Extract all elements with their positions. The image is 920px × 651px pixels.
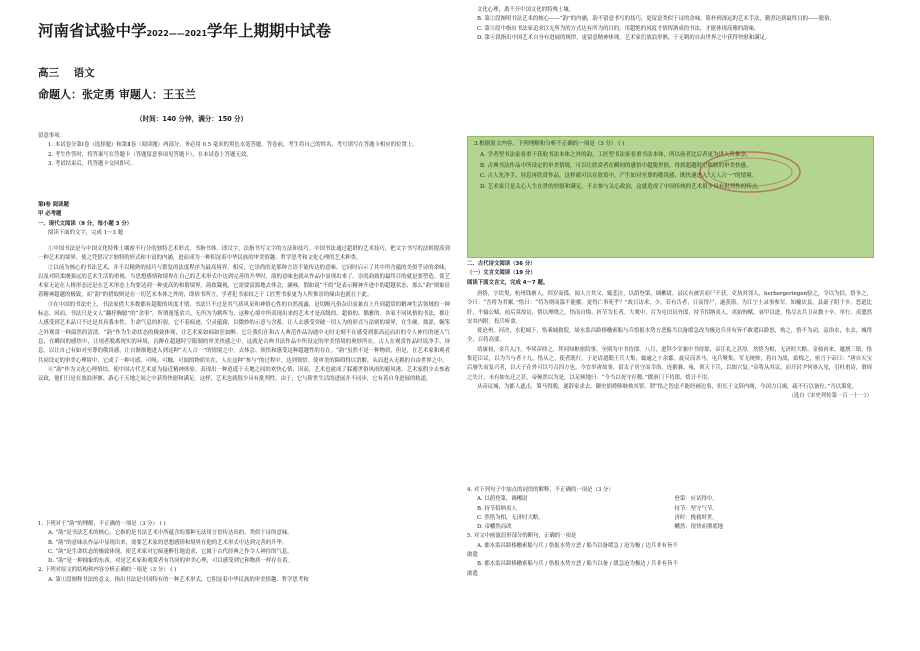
question-1-option-b: B. “韵”的意味从作品中显现出来，需要艺术家的思想感情和境界在他的艺术形式中达到完善的升华。 <box>48 539 288 546</box>
questions-right <box>467 486 872 579</box>
school-name: 河南省试验中学 <box>38 22 147 40</box>
question-4-option-c <box>467 514 872 523</box>
question-1-option-c: C. “韵”是生命状态的极致体现，使艺术家对它痴迷醉狂地追求，它属于古代经典之作令人神往的气息。 <box>48 548 293 555</box>
modern-reading-instruction: 阅读下面的文字，完成 1～3 题 <box>48 229 123 236</box>
source-note: （选自《宋史列传第一百一十一》） <box>788 393 872 400</box>
classical-paragraph-4: 从帝议城，为都人遮击，策马得脱，遂辞家求去。御史胡舜陟继劾其罪，谓“恪之智虑不能经画边事，但长于文辞内阁，今国力日竭，疏不行以备位。”乃以策免。 <box>477 383 858 390</box>
question-5-option-b-cont: 敢遣 <box>467 570 478 577</box>
question-2-option-b: B. 第②段阐明书法艺术的核心——“韵”的内涵，韵不留意书写的技巧，更留意类似于诗的余味，简朴到深远的艺术手法，勤澄达到最终目的——脱俗。 <box>477 16 835 23</box>
classical-instruction: 阅读下面文言文，完成 4～7 题。 <box>467 279 549 286</box>
authors-line: 命题人：张定勇 审题人：王玉兰 <box>38 88 196 101</box>
classical-paragraph-2: 徙沧州，河决，水犯城下，恪乘城救院，埽水监昌龄移檄索船与兵悟报水势方恶船当以备缓急改为极边兵非有旨不敢遣昌龄怒，劾之，恪不为动，益治水，水去，城得全，召将高要。 <box>467 328 872 344</box>
question-4-option-b <box>467 505 872 514</box>
year-range: 2022——2021 <box>146 29 208 38</box>
question-4-stem: 4. 对下列句子中加点的词语的解释，不正确的一项是（3 分） <box>467 487 614 493</box>
question-4-option-c-text: C. 然恪为相，无济时大略。 <box>477 514 544 521</box>
question-1-stem: 1. 下列对于“韵”的理解，不正确的一项是（3 分） ( ) <box>38 521 166 527</box>
question-2-option-a: A. 第①段阐释书法的意义，指出书法是中国特有的一种艺术形式，它积淀着中华民族的审美情趣、哲学思考和 <box>48 576 309 583</box>
exam-notice <box>38 132 450 169</box>
question-4-option-a-gloss: 登第：应试得中。 <box>674 496 718 503</box>
exam-title <box>38 22 331 43</box>
classical-paragraph-1: 唐恪，字钦叟，杭州钱塘人。四岁而孤，闻人言其父，辄悲泣，以荫登第，调郴尉，县民有被害而尸不获，吏执其邻人，herbergeringen验之，令以为信，恪争之，令曰：“吾将为君累。”恪曰：“苟为则而滥不能摧，更得亡事死乎？”故日访求，少，若有告者，日而得尸，遂获盗。为江宁士录事参军，知榆次县，县豪子阴于乡，恶道比肝，不输公赋，前后莫故诘，恪以理晓之，悟而自悔，折节为长者。大观中，召为屯田员外郎，持节招纳夷人，夷始恂赋，衰甲以进，恪尽去兵卫从数十卒，单行，夷盟然安其内附，投兵听命。 <box>467 291 872 325</box>
notice-line-1: 1. 本试卷分第Ⅰ卷（选择题）和第Ⅱ卷（阅读题）两部分。务必用 0.5 毫米的黑色水笔答题。答卷前，考生将自己的姓名、考号填写在答题卡相应的位置上。 <box>48 142 418 149</box>
questions-left <box>38 520 450 585</box>
question-4-option-d <box>467 523 872 532</box>
classical-heading: 二、古代诗文阅读（36 分） <box>467 261 536 267</box>
question-3-option-d: D. 艺术家只是关心人生在世的快慰和满足，不去参与关心政治，这就造成了中国传统的艺术很少具有批判性的特点。 <box>480 184 763 191</box>
question-3-option-c: C. 古人先净手、屏息再欣赏作品，这样就可以在欣赏中，产生如对至尊的敬畏感，既快速进入“天人合一”的情境。 <box>480 173 758 180</box>
modern-passage <box>38 245 450 384</box>
section-one-header <box>38 201 450 238</box>
question-4-option-d-text: D. 帝幡然而改 <box>477 524 512 531</box>
question-4-option-a-text: A. 以荫登第，调郴尉 <box>477 496 528 503</box>
classical-sub-heading: （一）文言文阅读（19 分） <box>467 270 536 277</box>
classical-paragraph-3: 靖康初，金兵入汴，李邦彦择之，拜同知枢密院事，至则为中书侍郎。八月，进拜少宰兼中书侍郎，帝注礼之甚厚。然恪为相，无济时大略。金骑再来，邀割三镇，恪集廷臣议，以为当与者十九，恪从之。使者既行，于是请遣勤王兵大集，辄逾之十余郡。旋反而杀马，屯兵聚集，军无统帅，将自为战，始悔之，密言于帝曰：“唐自天宝后屡失而复兴者，以天子在外可以号召四方也。今宜举唐故事，留太子居守而幸洛，连据襄、雍，领天下兵，以图兴复。”帝将从其议，而开封尹何禀入见，引杜甫诗，谓周之失计，未有如东迁之甚，帝顿然以为是，以足顿地曰：“今当以死守社稷。”擢禀门下侍郎，恪计不用。 <box>467 346 872 381</box>
question-4-option-b-gloss: 持节：坚守气节。 <box>674 505 718 512</box>
section-two-header <box>467 260 872 288</box>
question-4-option-a <box>467 495 872 504</box>
question-3-option-b: B. 古典书法作品中所设定的审美情境，可以让欣赏者在瞬间的感悟中超脱世俗，得到超越时空限制的审美快感。 <box>480 162 752 169</box>
question-2-option-a-cont: 文化心理，离不开中国文化的特殊土壤。 <box>477 7 575 13</box>
grade-subject <box>38 65 95 80</box>
question-2-option-d: D. 第④段指出中国艺术自身有进展的规律，更留意精神体现。艺术家们放浪形骸，于无羁的自由世界之中获得快慰和满足。 <box>477 34 771 41</box>
question-2-stem: 2. 下列对原文的结构和内容分析正确的一项是（3 分） ( ) <box>38 567 177 574</box>
question-3-option-a: A. 学者型书法家看重于获取书法本体之外的韵，工匠型书法家看重书法本体，所以前者比后者更为世人所推崇。 <box>480 151 752 158</box>
question-1-option-a: A. “韵”是书法艺术的核心，它指的是书法艺术中所蕴含的那种无法用言语传达出的、类似于诗的意味。 <box>48 530 293 537</box>
question-5-option-a-cont: 敢遣 <box>467 552 478 559</box>
modern-reading-heading: 一、现代文阅读（9 分，每小题 3 分） <box>38 220 132 227</box>
notice-line-3: 3. 考试结束后，将答题卡交回即可。 <box>48 160 136 167</box>
question-4-option-c-gloss: 济时：挽救时世。 <box>674 514 718 521</box>
term-label: 学年上期期中试卷 <box>207 22 332 40</box>
passage-paragraph-4: ④“韵”作为文化心理情结，使中国古代艺术更为接近精神体验。表现出一种逍遥于天地之间的欢快心情，因而，艺术也就成了躲避世俗风雨的避风港。艺术家假少去参政议政，他们只是在放浪形骸、游心于天地之间之中获得快慰和满足。这样，艺术也就很少具有批判性，由于，它与阶世生活的进展并不同步，它有着自身进展的轨道。 <box>38 366 450 383</box>
question-5-stem: 5. 对文中画波浪形部分的断句，正确的一项是 <box>467 533 577 540</box>
question-2-option-c: C. 第③段中指出书法家追求以无所为的方式达有所为的目的。用超绝的风度才情挥洒成的书法，才能体现高雅的韵味。 <box>477 25 760 32</box>
question-3-stem: 3.根据原文内容，下列理解和分析不正确的一项是（3 分） ( ) <box>474 141 625 147</box>
grade-label: 高三 <box>38 67 59 79</box>
question-5-option-b: B. 都水监昌龄移檄索船与兵 / 恪报水势方恶 / 船当以备 / 缓急沧为极边 / 兵非有旨不 <box>477 561 678 568</box>
part-label: 甲 必考题 <box>38 211 62 218</box>
notice-line-2: 2. 考生作答时，将答案写在答题卡（答题留意事项见答题卡），在本试卷上答题无效。 <box>48 151 252 158</box>
volume-label: 第Ⅰ卷 阅读题 <box>38 202 69 208</box>
question-4-option-b-text: B. 持节招纳夷人 <box>477 505 517 512</box>
subject-label: 语文 <box>73 67 95 79</box>
question-5-option-a: A. 都水监昌龄移檄索船与兵 / 恪报水势方恶 / 船当以备缓急 / 沧为极 / 边兵非有旨不 <box>477 542 678 549</box>
passage-paragraph-2: ②以前为核心的书法艺术，并不以精熟的技巧与繁复的法度程序为最高境界，相反，它崇尚的是那种言语不能传达的意味，它同时启示了其中所含蕴的美似乎诗的余味，以及对阴柔刚强远的艺术生活的重视。当思想感情和境界在自己的艺术形式中达到完善的升华时，韵的意味也就从作品中显现出来了。崇尚韵致的最终目的就是要塑造、使艺术家无论在人格形态还是在艺术形态上均要达到一种更高的和谐境界。韵致凝视，它需要富源地去体会，涵咏，假如说“不似”是表示精神升进中的超越状态，那么“韵”则象征着精神超越的极致。而“韵”的措取则是在一切艺术本体之外的，即俗书所言，学者犯书家较之于工匠型书家更为人所推崇的缘由也就在于此。 <box>38 264 450 299</box>
notice-heading: 留意事项： <box>38 133 65 139</box>
question-2-continued <box>467 6 872 43</box>
question-4-option-d-gloss: 幡然：很快而彻底地 <box>674 524 724 531</box>
passage-paragraph-3: ③在中国的书法史上，书法家借大多数都有超脱的风度才情，书法只不过是其气质风采和神情心性的自然流露，是切断凡俗杂识而兼直上升到超常的精神生活领域的一种标志。因而，书法只是文人“翻抒胸臆”的“余事”，所谓逸笔余兴，无所为为鹤所为，这种心境中所表现出来的艺术才是高级的、超俗的、偶雅的。各家不同风格的书法，都让人感受到艺术品只不过是其真我本性、生命气息的折射。它不着痕迹，空灵蕴藉，以微妙的示意与含蓄，让人去感受突破一切人为的形式与法则的境界，在生硬、拙涩、娴笨之外观赏一种韶然的清淡。“韵”作为生命状态的极致体现，让艺术家如痴如狂如醉。它让我们在和古人典范作品沟通中无时无刻不在感受到那高远而出的令人神往的迷人气息，在瞬间的感悟中，让现者脱离现实的环境，沉醉在超越时空限制的审美快感之中，这就是古典书法作品中所设定的审美情境的奥妙所在。古人在观赏作品时说净手、屏息，以让自己有如对至尊的敬畏感，让自渐渐地进入到这种“天人合一”的情境之中，去体会、领悟和感受这种超越性的存在。“韵”虽然不是一种物质，但是，在艺术家和观者共同设定的审美心理境中，它成了一种可感、可嗅、可触、可闻的物质实在，人在这种“参与”的过程中，达到领悟。使审美的障碍得以消解，从而进入无羁的自由世界之中。 <box>38 301 450 364</box>
classical-passage <box>467 290 872 402</box>
time-score-line: （时间：140 分钟，满分：150 分） <box>136 115 248 123</box>
passage-paragraph-1: ①中国书法是与中国文化特殊土壤密不行分的独特艺术形式。书指书体、即汉字，法指书写文字的方法和技巧。中国书法通过超群的艺术技巧，把文字书写的法则提高到一种艺术的境界，使之凭借汉字独特的形式和丰富的内涵，进而成为一种积淀着中华民族的审美情趣、哲学思考和文化心理的艺术种类。 <box>38 246 450 262</box>
question-1-option-d: D. “韵”是一种抽象的东西，对是艺术家和观赏者有共同的审美心理，可以感受到它和物质一样存在着。 <box>48 558 293 565</box>
question-3-highlight-box <box>467 136 874 258</box>
